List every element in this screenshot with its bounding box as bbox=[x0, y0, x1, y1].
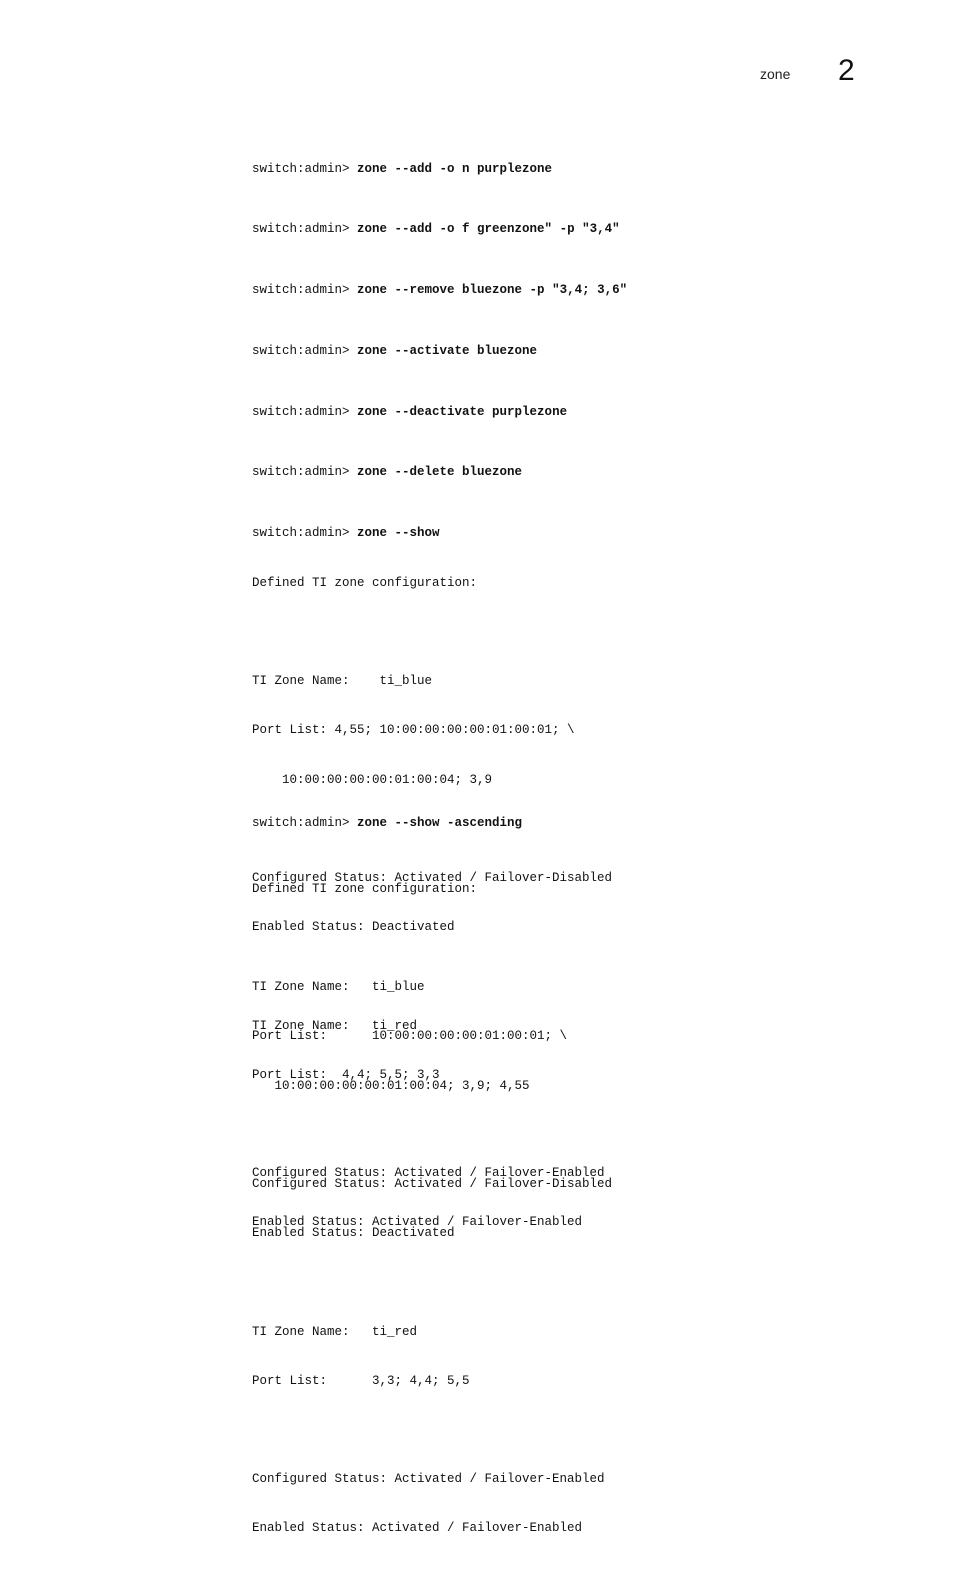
output-line: Defined TI zone configuration: bbox=[252, 575, 478, 590]
output-line: Port List: 10:00:00:00:00:01:00:01; \ bbox=[252, 1029, 568, 1044]
command-prompt: switch:admin> bbox=[252, 465, 358, 479]
command-input: zone --remove bluezone -p "3,4; 3,6" bbox=[357, 283, 628, 297]
output-line: TI Zone Name: ti_red bbox=[252, 1324, 418, 1339]
command-line bbox=[252, 221, 620, 237]
output-line: Configured Status: Activated / Failover-Disabled bbox=[252, 1177, 613, 1192]
command-line bbox=[252, 161, 552, 177]
command-input: zone --deactivate purplezone bbox=[357, 405, 568, 419]
ascending-output bbox=[252, 848, 612, 1570]
command-input: zone --show bbox=[357, 526, 440, 540]
command-prompt: switch:admin> bbox=[252, 405, 358, 419]
output-line: 10:00:00:00:00:01:00:04; 3,9; 4,55 bbox=[252, 1078, 530, 1093]
command-prompt: switch:admin> bbox=[252, 816, 358, 830]
output-line bbox=[252, 930, 612, 946]
output-line: Port List: 3,3; 4,4; 5,5 bbox=[252, 1373, 470, 1388]
output-line bbox=[252, 1127, 612, 1143]
output-line: TI Zone Name: ti_blue bbox=[252, 980, 425, 995]
command-input: zone --activate bluezone bbox=[357, 344, 538, 358]
command-line bbox=[252, 815, 522, 831]
output-line: Defined TI zone configuration: bbox=[252, 881, 478, 896]
command-prompt: switch:admin> bbox=[252, 526, 358, 540]
command-line bbox=[252, 343, 537, 359]
output-line: Configured Status: Activated / Failover-Enabled bbox=[252, 1166, 605, 1181]
chapter-number: 2 bbox=[838, 54, 855, 87]
output-line: Port List: 4,55; 10:00:00:00:00:01:00:01; \ bbox=[252, 723, 575, 738]
output-line: Port List: 4,4; 5,5; 3,3 bbox=[252, 1067, 440, 1082]
output-line bbox=[252, 624, 612, 640]
command-line bbox=[252, 404, 567, 420]
output-line: Enabled Status: Deactivated bbox=[252, 1226, 455, 1241]
output-line: 10:00:00:00:00:01:00:04; 3,9 bbox=[252, 772, 493, 787]
output-line: TI Zone Name: ti_blue bbox=[252, 674, 433, 689]
output-line: Configured Status: Activated / Failover-Disabled bbox=[252, 871, 613, 886]
command-prompt: switch:admin> bbox=[252, 344, 358, 358]
output-line: Enabled Status: Activated / Failover-Enabled bbox=[252, 1521, 583, 1536]
command-input: zone --show -ascending bbox=[357, 816, 523, 830]
command-input: zone --delete bluezone bbox=[357, 465, 523, 479]
command-input: zone --add -o f greenzone" -p "3,4" bbox=[357, 222, 620, 236]
output-line bbox=[252, 1422, 612, 1438]
output-line: Enabled Status: Deactivated bbox=[252, 920, 455, 935]
output-line: TI Zone Name: ti_red bbox=[252, 1018, 418, 1033]
output-line bbox=[252, 1274, 612, 1290]
command-line bbox=[252, 525, 440, 541]
section-title: zone bbox=[760, 66, 791, 82]
output-line: Enabled Status: Activated / Failover-Enabled bbox=[252, 1215, 583, 1230]
command-prompt: switch:admin> bbox=[252, 222, 358, 236]
command-line bbox=[252, 464, 522, 480]
output-line: Configured Status: Activated / Failover-Enabled bbox=[252, 1472, 605, 1487]
command-input: zone --add -o n purplezone bbox=[357, 162, 553, 176]
command-prompt: switch:admin> bbox=[252, 283, 358, 297]
command-prompt: switch:admin> bbox=[252, 162, 358, 176]
command-line bbox=[252, 282, 627, 298]
